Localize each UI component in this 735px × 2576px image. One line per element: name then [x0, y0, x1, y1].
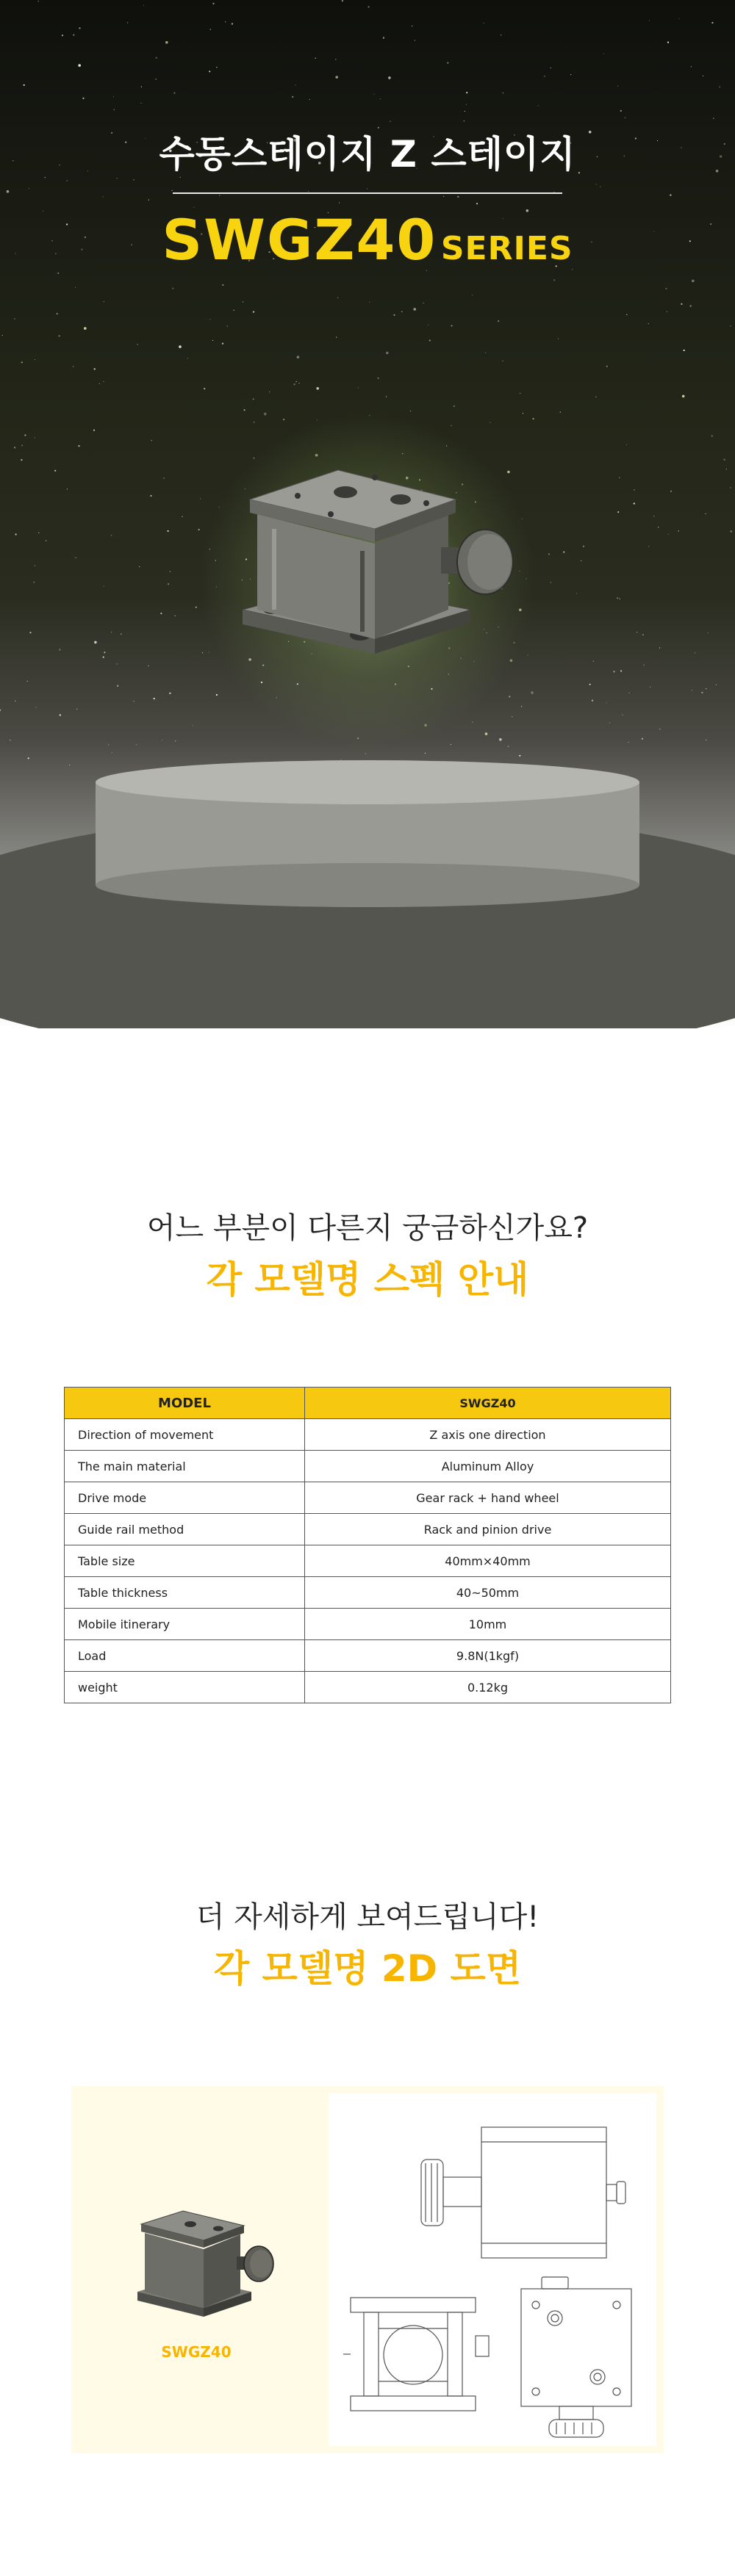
spec-value: Gear rack + hand wheel: [305, 1482, 671, 1514]
star: [117, 663, 118, 664]
star: [113, 96, 114, 97]
star: [443, 196, 444, 197]
star: [309, 99, 310, 100]
star: [210, 29, 211, 30]
star: [617, 86, 618, 87]
table-row: [65, 1672, 671, 1703]
spec-label: Table size: [65, 1545, 305, 1577]
star: [202, 652, 203, 653]
star: [589, 684, 591, 685]
star: [15, 533, 17, 535]
star: [73, 366, 74, 367]
star: [708, 632, 709, 633]
star: [560, 412, 561, 413]
star: [104, 652, 105, 653]
drawing-section-title: 각 모델명 2D 도면: [213, 1947, 522, 1990]
star: [103, 657, 104, 658]
star: [464, 120, 465, 121]
star: [670, 195, 671, 196]
spec-label: Guide rail method: [65, 1514, 305, 1545]
star: [294, 383, 295, 385]
star: [357, 737, 359, 739]
star: [227, 325, 228, 326]
star: [21, 444, 23, 446]
star: [212, 3, 214, 4]
star: [108, 744, 109, 745]
star: [29, 632, 31, 633]
spec-value: 0.12kg: [305, 1672, 671, 1703]
spec-label: Table thickness: [65, 1577, 305, 1609]
star: [103, 381, 104, 382]
drawing-panel: [71, 2086, 664, 2453]
star: [538, 105, 539, 106]
star: [94, 368, 96, 369]
spec-value: 40~50mm: [305, 1577, 671, 1609]
star: [335, 76, 338, 79]
spec-label: The main material: [65, 1451, 305, 1482]
star: [642, 738, 643, 740]
star: [369, 302, 370, 303]
star: [67, 488, 68, 489]
star: [466, 104, 467, 105]
star: [342, 0, 343, 1]
spec-value: Aluminum Alloy: [305, 1451, 671, 1482]
display-pedestal: [0, 749, 735, 1028]
star: [24, 434, 26, 436]
star: [659, 647, 660, 648]
spec-header-value: SWGZ40: [305, 1388, 671, 1419]
technical-drawing: [329, 2093, 656, 2446]
star: [244, 409, 245, 411]
star: [79, 27, 80, 29]
spec-table-header-row: [65, 1388, 671, 1419]
star: [682, 395, 685, 398]
star: [169, 693, 171, 694]
spec-section-title: 각 모델명 스펙 안내: [206, 1258, 529, 1301]
star: [642, 634, 644, 635]
star: [386, 352, 389, 355]
star: [380, 98, 381, 99]
model-name: SWGZ40: [162, 207, 437, 273]
side-view-drawing: [421, 2127, 625, 2258]
star: [424, 724, 427, 727]
star: [339, 202, 340, 203]
star: [592, 700, 593, 701]
star: [383, 37, 384, 38]
star: [670, 491, 672, 492]
model-series: SERIES: [440, 230, 573, 267]
spec-header-label: MODEL: [65, 1388, 305, 1419]
star: [76, 709, 77, 710]
star: [609, 722, 610, 723]
star: [499, 738, 502, 741]
table-row: [65, 1451, 671, 1482]
2d-drawing-views: [329, 2093, 656, 2446]
star: [222, 343, 223, 344]
spec-label: Drive mode: [65, 1482, 305, 1514]
spec-value: 10mm: [305, 1609, 671, 1640]
star: [692, 280, 695, 283]
star: [27, 681, 28, 682]
star: [531, 691, 534, 694]
star: [393, 314, 395, 316]
star: [483, 23, 484, 24]
star: [401, 311, 402, 312]
star: [730, 325, 731, 326]
star: [75, 287, 76, 288]
star: [163, 477, 164, 478]
star: [232, 23, 233, 24]
top-view-drawing: [521, 2277, 631, 2437]
star: [7, 190, 10, 193]
table-row: [65, 1640, 671, 1672]
star: [691, 66, 692, 67]
star: [453, 405, 455, 407]
star: [373, 94, 374, 95]
star: [168, 583, 169, 585]
star: [563, 552, 564, 553]
star: [634, 502, 635, 504]
spec-value: 40mm×40mm: [305, 1545, 671, 1577]
star: [2, 335, 3, 336]
star: [179, 345, 182, 348]
table-row: [65, 1609, 671, 1640]
star: [593, 661, 594, 662]
star: [133, 179, 134, 180]
star: [296, 381, 297, 382]
spec-value: Rack and pinion drive: [305, 1514, 671, 1545]
star: [175, 740, 176, 741]
star: [570, 74, 571, 75]
star: [336, 337, 337, 338]
star: [476, 203, 478, 204]
star: [192, 725, 193, 726]
star: [681, 303, 682, 305]
star: [711, 22, 713, 24]
front-view-drawing: [343, 2298, 489, 2411]
star: [216, 67, 217, 68]
star: [317, 419, 318, 420]
spec-table: [64, 1387, 671, 1703]
star: [678, 530, 679, 531]
star: [14, 447, 15, 448]
spec-label: Load: [65, 1640, 305, 1672]
star: [57, 313, 58, 314]
star: [466, 92, 467, 93]
star: [724, 459, 725, 461]
star: [297, 356, 300, 358]
table-row: [65, 1514, 671, 1545]
star: [386, 396, 387, 397]
star: [684, 350, 685, 351]
star: [576, 593, 577, 594]
star: [143, 5, 144, 6]
star: [151, 440, 152, 441]
spec-label: Mobile itinerary: [65, 1609, 305, 1640]
star: [665, 288, 667, 289]
star: [156, 57, 157, 59]
star: [315, 58, 316, 59]
star: [485, 732, 488, 735]
star: [369, 415, 370, 416]
star: [264, 413, 267, 416]
star: [0, 710, 1, 711]
star: [59, 649, 60, 650]
star: [617, 511, 619, 513]
star: [117, 685, 118, 687]
star: [216, 694, 218, 696]
star: [648, 323, 649, 324]
star: [114, 109, 115, 110]
star: [620, 670, 622, 671]
star: [606, 702, 607, 703]
star: [283, 419, 284, 420]
star: [78, 64, 81, 67]
star: [24, 84, 25, 86]
star: [198, 529, 200, 530]
z-stage-product-image: [228, 426, 522, 705]
spec-label: Direction of movement: [65, 1419, 305, 1451]
star: [679, 18, 680, 19]
star: [204, 388, 205, 389]
star: [182, 516, 183, 517]
star: [358, 387, 359, 388]
star: [93, 430, 95, 431]
star: [667, 42, 669, 43]
star: [73, 35, 74, 36]
star: [165, 41, 168, 44]
star: [154, 698, 155, 699]
star: [209, 71, 210, 72]
star: [78, 445, 79, 447]
star: [172, 288, 173, 289]
star: [60, 714, 61, 715]
spec-value: Z axis one direction: [305, 1419, 671, 1451]
star: [253, 311, 254, 313]
star: [451, 325, 453, 326]
star: [21, 459, 22, 461]
star: [54, 470, 56, 472]
star: [368, 6, 369, 7]
star: [713, 118, 714, 119]
drawing-section-subtitle: 더 자세하게 보여드립니다!: [196, 1900, 539, 1934]
star: [548, 553, 550, 555]
star: [160, 613, 162, 614]
star: [668, 534, 669, 535]
star: [219, 507, 220, 508]
star: [172, 190, 173, 191]
star: [533, 418, 534, 419]
star: [82, 98, 84, 99]
star: [140, 103, 141, 104]
star: [292, 96, 293, 98]
star: [196, 607, 197, 608]
star: [583, 546, 584, 547]
star: [472, 721, 473, 722]
star: [168, 530, 169, 532]
star: [14, 318, 15, 319]
star: [136, 744, 137, 745]
star: [457, 196, 459, 198]
star: [99, 383, 100, 384]
star: [253, 398, 254, 400]
star: [222, 284, 223, 286]
star: [170, 571, 171, 572]
star: [139, 566, 140, 567]
star: [731, 530, 732, 532]
star: [620, 110, 622, 112]
star: [613, 671, 614, 672]
hero-banner: [0, 0, 735, 1028]
star: [173, 93, 175, 94]
star: [216, 586, 217, 587]
star: [84, 327, 87, 330]
drawing-product-label: SWGZ40: [161, 2343, 232, 2361]
hero-model-name: [0, 207, 735, 273]
star: [212, 340, 213, 341]
star: [150, 495, 151, 497]
product-thumbnail-image: [130, 2182, 277, 2336]
star: [103, 196, 104, 197]
star: [21, 361, 23, 363]
star: [649, 20, 650, 21]
star: [62, 35, 63, 36]
star: [617, 597, 618, 599]
spec-section-subtitle: 어느 부분이 다른지 궁금하신가요?: [146, 1211, 589, 1245]
star: [626, 444, 627, 445]
star: [59, 335, 60, 336]
star: [67, 180, 68, 181]
star: [316, 387, 319, 390]
star: [148, 200, 149, 201]
star: [701, 692, 703, 693]
star: [711, 435, 713, 436]
table-row: [65, 1577, 671, 1609]
table-row: [65, 1419, 671, 1451]
spec-label: weight: [65, 1672, 305, 1703]
star: [388, 76, 391, 79]
star: [606, 366, 608, 367]
star: [378, 378, 379, 379]
star: [619, 477, 620, 478]
star: [626, 314, 627, 315]
star: [94, 641, 97, 644]
star: [498, 320, 499, 322]
star: [690, 306, 692, 307]
star: [33, 582, 35, 583]
star: [447, 62, 448, 64]
star: [508, 746, 509, 747]
spec-value: 9.8N(1kgf): [305, 1640, 671, 1672]
star: [521, 706, 522, 707]
star: [367, 188, 368, 189]
star: [127, 22, 128, 23]
star: [429, 339, 431, 341]
star: [413, 308, 416, 311]
hero-divider: [173, 192, 562, 194]
star: [225, 21, 226, 22]
star: [553, 279, 555, 281]
star: [200, 498, 201, 499]
table-row: [65, 1482, 671, 1514]
star: [337, 297, 338, 298]
table-row: [65, 1545, 671, 1577]
hero-title: 수동스테이지 Z 스테이지: [159, 133, 576, 176]
star: [209, 319, 210, 320]
star: [57, 273, 59, 274]
